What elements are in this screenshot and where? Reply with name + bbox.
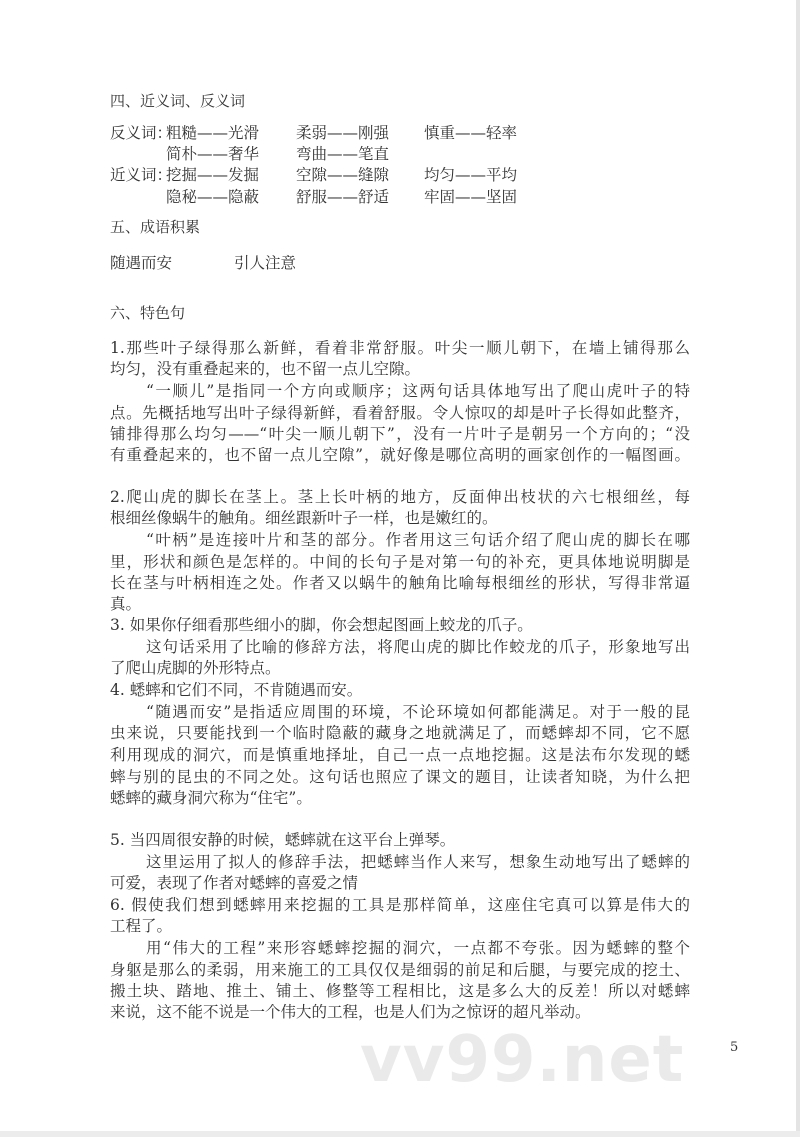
text-line: 这里运用了拟人的修辞手法，把蟋蟀当作人来写，想象生动地写出了蟋蟀的 <box>146 853 690 871</box>
text-line: 虫来说，只要能找到一个临时隐蔽的藏身之地就满足了，而蟋蟀却不同，它不愿 <box>110 724 690 742</box>
synonym-pair: 空隙——缝隙 <box>296 166 390 184</box>
text-line: 身躯是那么的柔弱，用来施工的工具仅仅是细弱的前足和后腿，与要完成的挖土、 <box>110 961 690 979</box>
synonym-label: 近义词： <box>110 166 173 184</box>
page-number: 5 <box>730 1040 739 1055</box>
text-line: 利用现成的洞穴，而是慎重地择址，自己一点一点地挖掘。这是法布尔发现的蟋 <box>110 746 690 764</box>
text-line: “随遇而安”是指适应周围的环境，不论环境如何都能满足。对于一般的昆 <box>146 703 690 721</box>
synonym-pair: 均匀——平均 <box>424 166 518 184</box>
text-line: 搬土块、踏地、推土、铺土、修整等工程相比，这是多么大的反差！所以对蟋蟀 <box>110 982 690 1000</box>
watermark: vv99.net <box>360 1023 685 1097</box>
synonym-pair: 挖掘——发掘 <box>166 166 260 184</box>
text-line: 5. 当四周很安静的时候，蟋蟀就在这平台上弹琴。 <box>110 831 456 849</box>
antonym-pair: 柔弱——刚强 <box>296 124 390 142</box>
text-line: 真。 <box>110 595 142 613</box>
text-line: 铺排得那么均匀——“叶尖一顺儿朝下”，没有一片叶子是朝另一个方向的；“没 <box>110 425 690 443</box>
section-4-title: 四、近义词、反义词 <box>110 92 246 110</box>
text-line: “叶柄”是连接叶片和茎的部分。作者用这三句话介绍了爬山虎的脚长在哪 <box>146 531 690 549</box>
text-line: 里，形状和颜色是怎样的。中间的长句子是对第一句的补充，更具体地说明脚是 <box>110 553 690 571</box>
text-line: 了爬山虎脚的外形特点。 <box>110 659 281 677</box>
text-line: 2.爬山虎的脚长在茎上。茎上长叶柄的地方，反面伸出枝状的六七根细丝，每 <box>110 488 690 506</box>
section-5-title: 五、成语积累 <box>110 218 201 236</box>
synonym-pair: 舒服——舒适 <box>296 188 390 206</box>
text-line: 4. 蟋蟀和它们不同，不肯随遇而安。 <box>110 681 363 699</box>
text-line: 点。先概括地写出叶子绿得新鲜，看着舒服。令人惊叹的却是叶子长得如此整齐， <box>110 404 690 422</box>
text-line: 根细丝像蜗牛的触角。细丝跟新叶子一样，也是嫩红的。 <box>110 509 498 527</box>
text-line: 用“伟大的工程”来形容蟋蟀挖掘的洞穴，一点都不夸张。因为蟋蟀的整个 <box>146 939 690 957</box>
text-line: 来说，这不能不说是一个伟大的工程，也是人们为之惊讶的超凡举动。 <box>110 1003 591 1021</box>
text-line: 工程了。 <box>110 917 173 935</box>
section-6-title: 六、特色句 <box>110 304 186 322</box>
text-line: “一顺儿”是指同一个方向或顺序；这两句话具体地写出了爬山虎叶子的特 <box>146 382 690 400</box>
text-line: 3. 如果你仔细看那些细小的脚，你会想起图画上蛟龙的爪子。 <box>110 616 533 634</box>
text-line: 可爱，表现了作者对蟋蟀的喜爱之情 <box>110 874 359 892</box>
antonym-pair: 简朴——奢华 <box>166 145 260 163</box>
synonym-pair: 隐秘——隐蔽 <box>166 188 260 206</box>
text-line: 有重叠起来的，也不留一点儿空隙”，就好像是哪位高明的画家创作的一幅图画。 <box>110 446 690 464</box>
text-line: 蟋蟀的藏身洞穴称为“住宅”。 <box>110 789 312 807</box>
text-line: 长在茎与叶柄相连之处。作者又以蜗牛的触角比喻每根细丝的形状，写得非常逼 <box>110 574 690 592</box>
antonym-pair: 粗糙——光滑 <box>166 124 260 142</box>
idiom: 引人注意 <box>234 254 297 272</box>
text-line: 1.那些叶子绿得那么新鲜，看着非常舒服。叶尖一顺儿朝下，在墙上铺得那么 <box>110 339 690 357</box>
antonym-pair: 慎重——轻率 <box>424 124 518 142</box>
text-line: 6. 假使我们想到蟋蟀用来挖掘的工具是那样简单，这座住宅真可以算是伟大的 <box>110 896 690 914</box>
page-bottom-edge <box>0 1131 800 1137</box>
idiom: 随遇而安 <box>110 254 173 272</box>
page-edge <box>796 0 800 1137</box>
text-line: 蟀与别的昆虫的不同之处。这句话也照应了课文的题目，让读者知晓，为什么把 <box>110 768 690 786</box>
antonym-label: 反义词： <box>110 124 173 142</box>
text-line: 均匀，没有重叠起来的，也不留一点儿空隙。 <box>110 360 421 378</box>
antonym-pair: 弯曲——笔直 <box>296 145 390 163</box>
synonym-pair: 牢固——坚固 <box>424 188 518 206</box>
text-line: 这句话采用了比喻的修辞方法，将爬山虎的脚比作蛟龙的爪子，形象地写出 <box>146 638 690 656</box>
